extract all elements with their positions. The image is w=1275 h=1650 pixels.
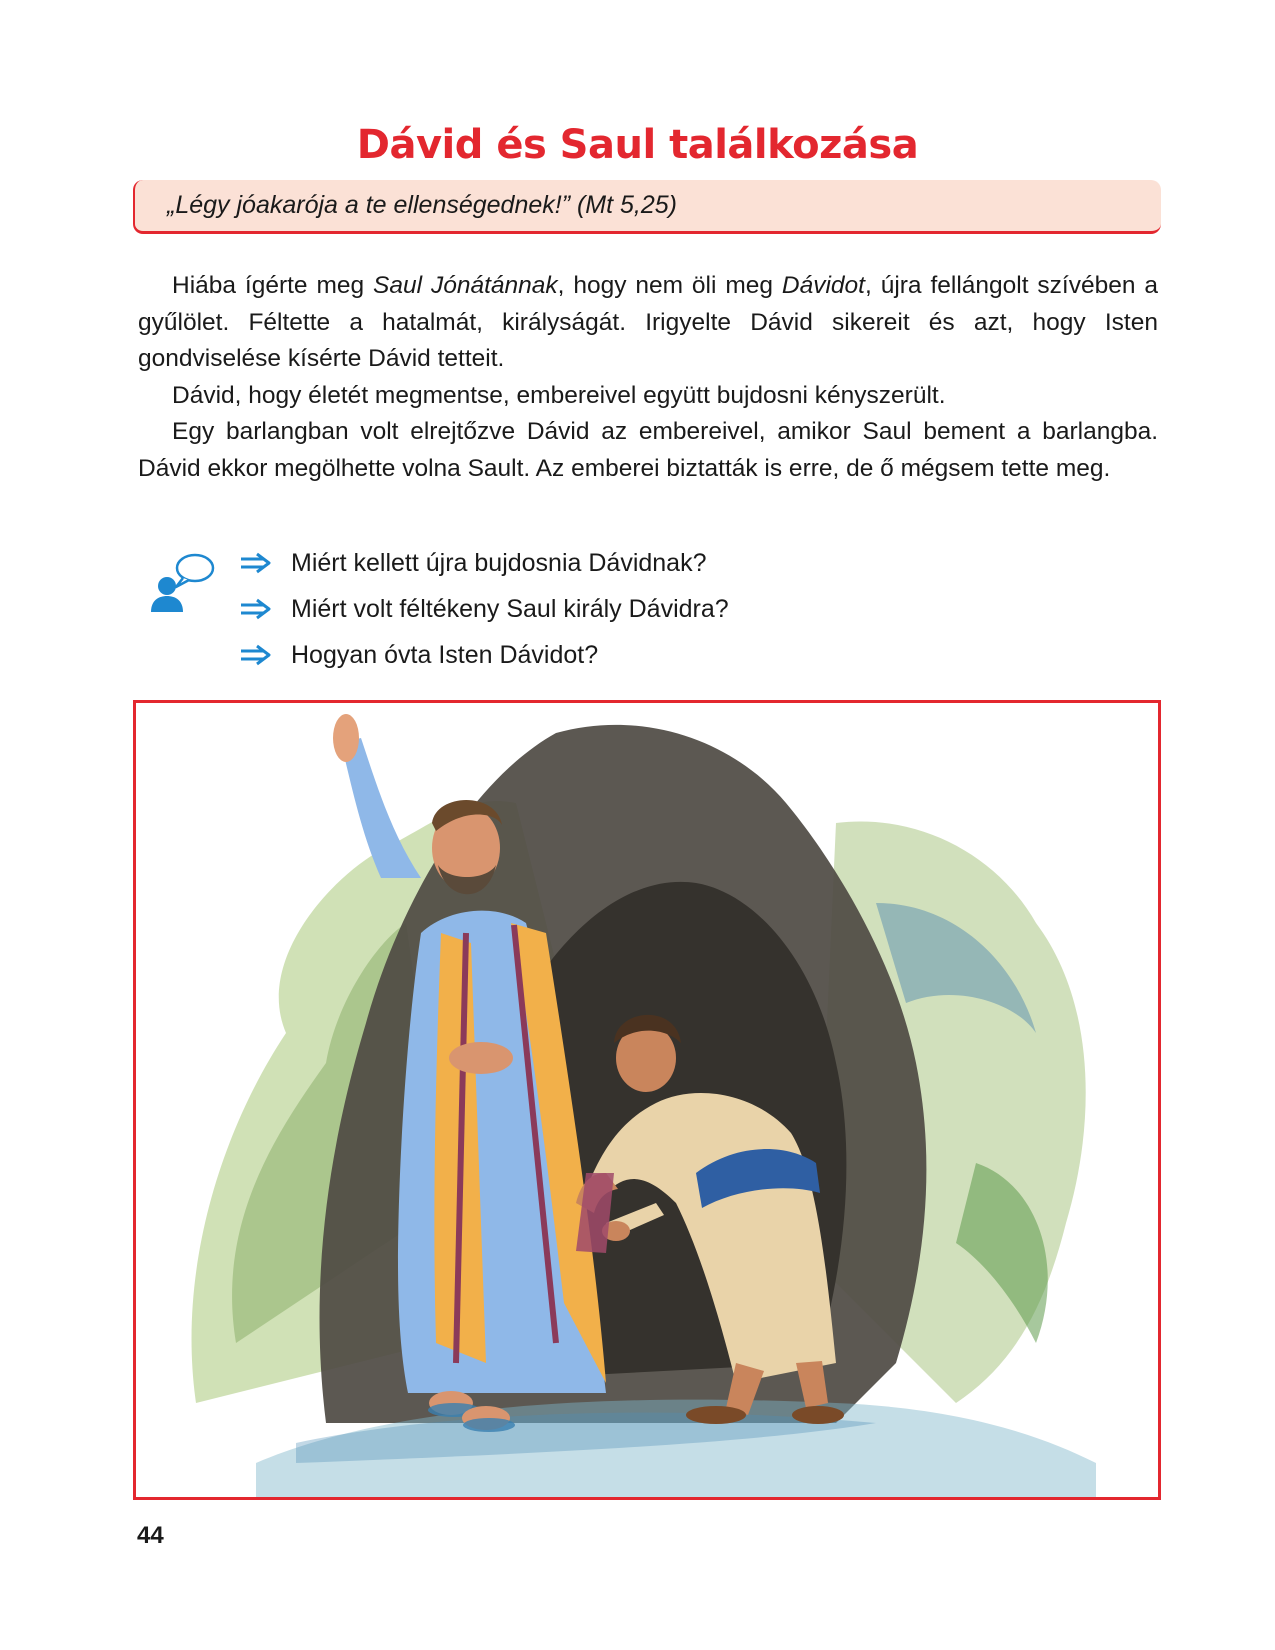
paragraph-text: , hogy nem öli meg [557, 272, 782, 299]
paragraph-3 [138, 414, 1158, 487]
body-text [138, 268, 1158, 487]
paragraph-1 [138, 268, 1158, 378]
speech-bubble-person-icon [149, 550, 217, 620]
page-number: 44 [137, 1522, 164, 1549]
emphasized-name: Saul Jónátánnak [373, 272, 558, 299]
question-item [239, 540, 729, 586]
paragraph-text: Dávid, hogy életét megmentse, embereivel együtt bujdosni kényszerült. [172, 381, 946, 409]
motto-quote: „Légy jóakarója a te ellenségednek!” (Mt 5,25) [167, 191, 678, 219]
question-item [239, 632, 729, 678]
double-arrow-icon [239, 644, 273, 666]
paragraph-text: Egy barlangban volt elrejtőzve Dávid az embereivel, amikor Saul bement a barlangba. Dávid ekkor megölhette volna Sault. Az emberei biztatták is erre, de ő mégsem tette meg. [138, 418, 1158, 482]
emphasized-name: Dávidot [781, 272, 865, 299]
question-text: Miért kellett újra bujdosnia Dávidnak? [291, 548, 707, 577]
illustration-frame [133, 700, 1161, 1500]
question-item [239, 586, 729, 632]
paragraph-2 [138, 378, 1158, 415]
question-text: Miért volt féltékeny Saul király Dávidra? [291, 594, 729, 623]
page-title: Dávid és Saul találkozása [356, 121, 919, 168]
double-arrow-icon [239, 552, 273, 574]
question-text: Hogyan óvta Isten Dávidot? [291, 640, 599, 669]
paragraph-text: Hiába ígérte meg [172, 272, 374, 299]
question-list [239, 540, 729, 678]
double-arrow-icon [239, 598, 273, 620]
cave-scene-illustration [136, 703, 1158, 1497]
paragraph-text: , újra fellángolt szívében a gyűlölet. Féltette a hatalmát, királyságát. Irigyelte Dávid sikereit és azt, hogy Isten gondviselése kísérte Dávid tetteit. [138, 272, 1158, 372]
motto-box [133, 180, 1161, 234]
